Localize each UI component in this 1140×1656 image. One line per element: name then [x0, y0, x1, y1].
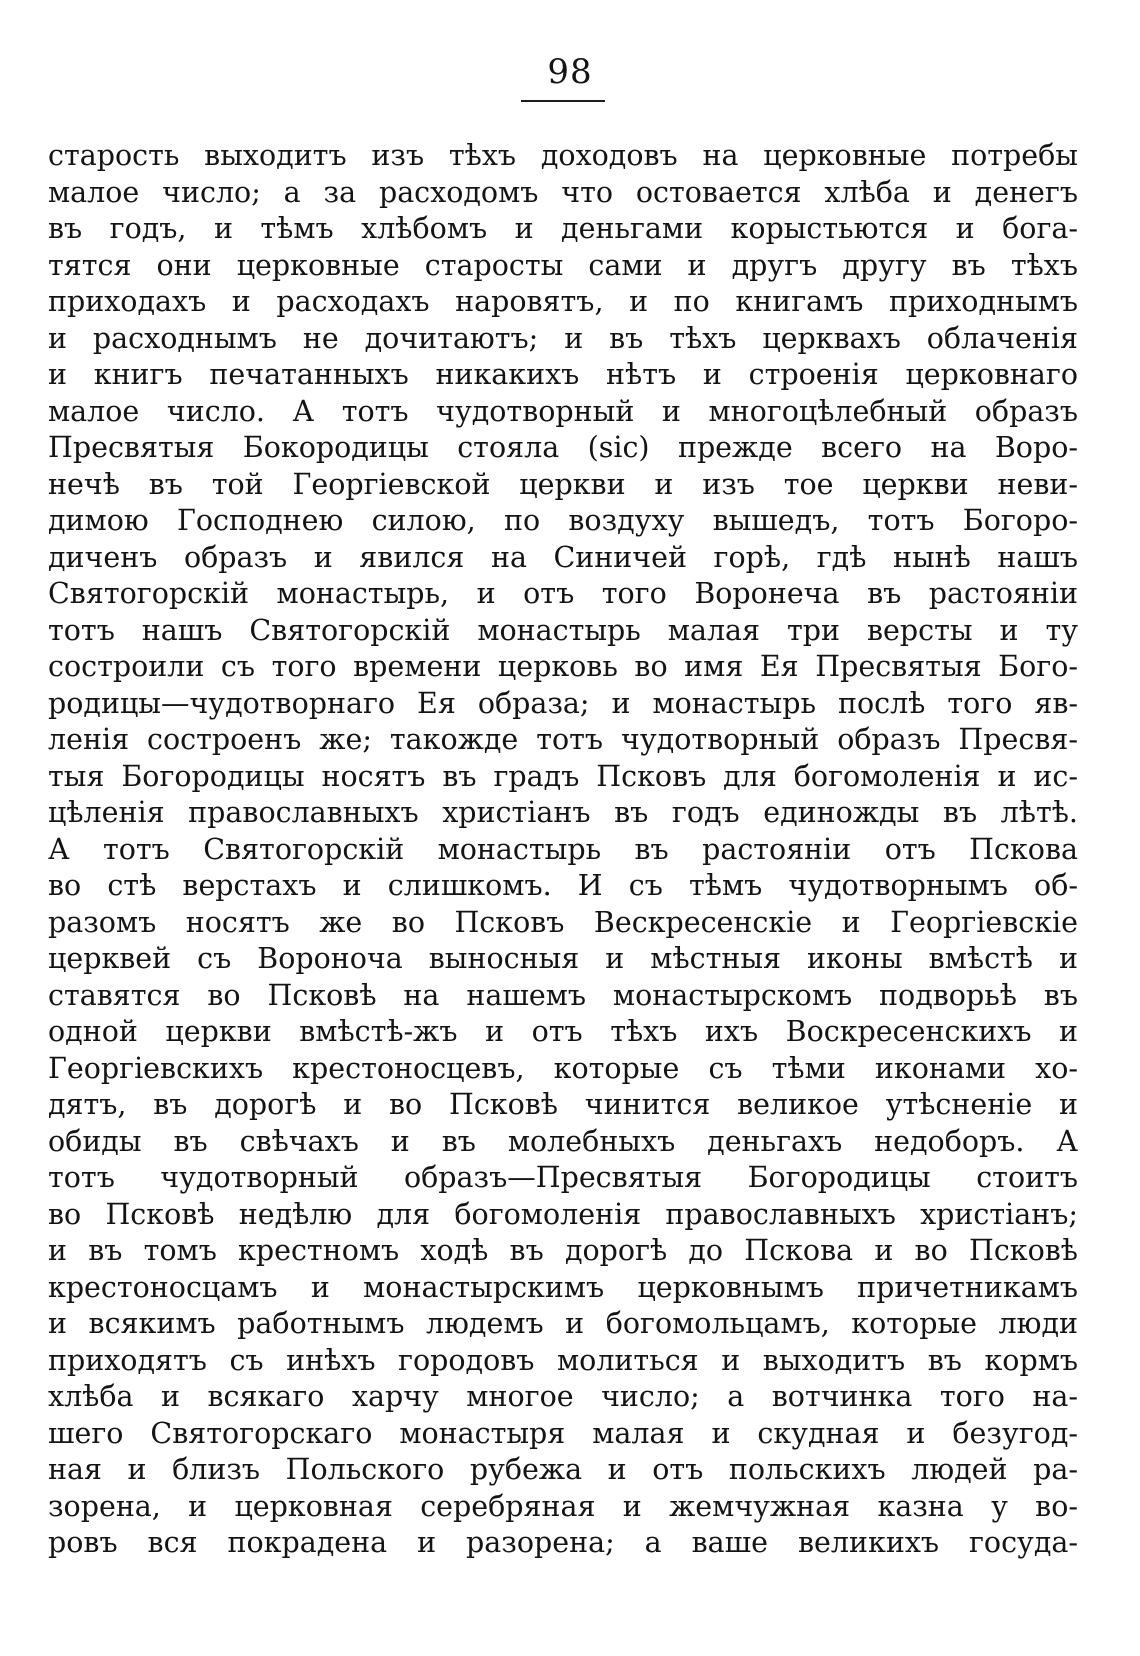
text-line: церквей съ Вороноча выносныя и мѣстныя иконы вмѣстѣ и — [48, 942, 1078, 975]
text-line: диченъ образъ и явился на Синичей горѣ, гдѣ нынѣ нашъ — [48, 540, 1078, 574]
text-line: приходахъ и расходахъ наровятъ, и по книгамъ приходнымъ — [48, 285, 1078, 318]
text-line: и расходнымъ не дочитаютъ; и въ тѣхъ церквахъ облаченія — [48, 321, 1078, 355]
text-line: малое число. А тотъ чудотворный и многоцѣлебный образъ — [48, 394, 1078, 428]
text-line: Святогорскій монастырь, и отъ того Воронеча въ растояніи — [48, 577, 1078, 610]
text-line: одной церкви вмѣстѣ-жъ и отъ тѣхъ ихъ Воскресенскихъ и — [48, 1015, 1078, 1048]
text-line: ная и близъ Польского рубежа и отъ польскихъ людей ра- — [48, 1453, 1078, 1486]
text-line: и въ томъ крестномъ ходѣ въ дорогѣ до Пскова и во Псковѣ — [48, 1234, 1078, 1267]
page-number-rule — [521, 100, 605, 102]
text-line: А тотъ Святогорскій монастырь въ растояніи отъ Пскова — [48, 832, 1078, 866]
text-line: малое число; а за расходомъ что остовается хлѣба и денегъ — [48, 175, 1078, 209]
text-line: состроили съ того времени церковь во имя Ея Пресвятыя Бого- — [48, 650, 1078, 683]
text-line: во Псковѣ недѣлю для богомоленія православныхъ христіанъ; — [48, 1197, 1078, 1231]
text-line: тотъ чудотворный образъ—Пресвятыя Богородицы стоитъ — [48, 1161, 1078, 1194]
text-line: димою Господнею силою, по воздуху вышедъ, тотъ Богоро- — [48, 504, 1078, 537]
text-line: обиды въ свѣчахъ и въ молебныхъ деньгахъ недоборъ. А — [48, 1124, 1078, 1158]
text-line: тотъ нашъ Святогорскій монастырь малая три версты и ту — [48, 613, 1078, 647]
text-line: въ годъ, и тѣмъ хлѣбомъ и деньгами корыстьются и бога- — [48, 212, 1078, 245]
text-line: приходятъ съ инѣхъ городовъ молиться и выходитъ въ кормъ — [48, 1343, 1078, 1377]
text-line: родицы—чудотворнаго Ея образа; и монастырь послѣ того яв- — [48, 686, 1078, 720]
text-line: Георгіевскихъ крестоносцевъ, которые съ тѣми иконами хо- — [48, 1051, 1078, 1085]
text-line: Пресвятыя Бокородицы стояла (sic) прежде всего на Воро- — [48, 431, 1078, 464]
text-line: нечѣ въ той Георгіевской церкви и изъ тое церкви неви- — [48, 467, 1078, 501]
text-line: зорена, и церковная серебряная и жемчужная казна у во- — [48, 1489, 1078, 1523]
text-line: и всякимъ работнымъ людемъ и богомольцамъ, которые люди — [48, 1307, 1078, 1340]
text-line: ставятся во Псковѣ на нашемъ монастырскомъ подворьѣ въ — [48, 978, 1078, 1012]
text-line: цѣленія православныхъ христіанъ въ годъ единожды въ лѣтѣ. — [48, 796, 1078, 829]
text-line: разомъ носятъ же во Псковъ Вескресенскіе и Георгіевскіе — [48, 905, 1078, 939]
text-line: ровъ вся покрадена и разорена; а ваше великихъ госуда- — [48, 1526, 1078, 1559]
text-line: тятся они церковные старосты сами и другъ другу въ тѣхъ — [48, 248, 1078, 282]
text-line: дятъ, въ дорогѣ и во Псковѣ чинится великое утѣсненіе и — [48, 1088, 1078, 1121]
text-line: старость выходитъ изъ тѣхъ доходовъ на церковные потребы — [48, 139, 1078, 172]
body-text — [48, 138, 1078, 1562]
text-line: во стѣ верстахъ и слишкомъ. И съ тѣмъ чудотворнымъ об- — [48, 869, 1078, 902]
text-line: крестоносцамъ и монастырскимъ церковнымъ причетникамъ — [48, 1270, 1078, 1304]
text-line: и книгъ печатанныхъ никакихъ нѣтъ и строенія церковнаго — [48, 358, 1078, 391]
text-line: хлѣба и всякаго харчу многое число; а вотчинка того на- — [48, 1380, 1078, 1413]
text-line: тыя Богородицы носятъ въ градъ Псковъ для богомоленія и ис- — [48, 759, 1078, 793]
text-line: шего Святогорскаго монастыря малая и скудная и безугод- — [48, 1416, 1078, 1450]
text-line: ленія состроенъ же; такожде тотъ чудотворный образъ Пресвя- — [48, 723, 1078, 756]
page-number: 98 — [547, 52, 593, 92]
